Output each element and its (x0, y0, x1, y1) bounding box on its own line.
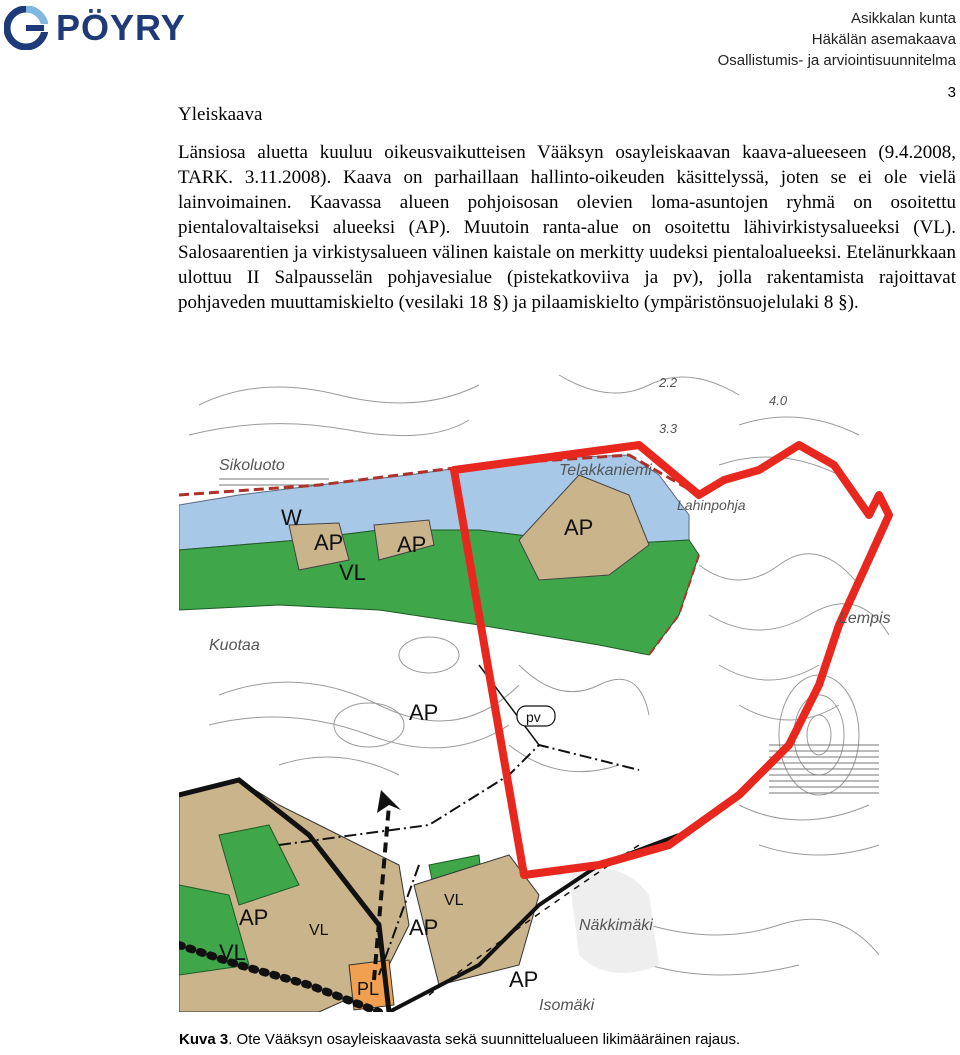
map-label-ap-south: AP (509, 967, 539, 992)
map-label-vl-sw-1: VL (219, 940, 246, 965)
caption-label: Kuva 3 (179, 1031, 229, 1048)
place-name-nakkimaki: Näkkimäki (579, 917, 653, 934)
company-logo (4, 4, 186, 52)
land-use-plan-map (179, 365, 899, 1012)
map-label-vl-sw-2: VL (309, 922, 329, 939)
map-label-ap-sw-2: AP (409, 915, 439, 940)
section-title: Yleiskaava (178, 104, 263, 125)
elevation-label-3-3: 3.3 (659, 421, 678, 436)
place-name-lahinpohja: Lahinpohja (677, 497, 746, 513)
map-label-ap-sw-1: AP (239, 905, 269, 930)
place-name-kuotaa: Kuotaa (209, 637, 260, 654)
poyry-logo-icon (4, 6, 48, 50)
page-number: 3 (947, 84, 956, 101)
map-label-vl-1: VL (339, 560, 366, 585)
header-line-plan: Häkälän asemakaava (811, 31, 956, 48)
place-name-telakkaniemi: Telakkaniemi (559, 462, 652, 479)
map-label-ap-center: AP (409, 700, 439, 725)
elevation-label-2-2: 2.2 (659, 375, 678, 390)
header-line-municipality: Asikkalan kunta (850, 10, 956, 27)
place-name-lempis: Lempis (839, 610, 891, 627)
map-label-ap-1: AP (314, 530, 344, 555)
logo-wordmark: PÖYRY (56, 7, 186, 48)
elevation-label-4-0: 4.0 (769, 393, 788, 408)
map-label-pv: pv (526, 709, 541, 725)
header-line-document: Osallistumis- ja arviointisuunnitelma (717, 52, 956, 69)
place-name-sikoluoto: Sikoluoto (219, 457, 285, 474)
map-label-pl: PL (357, 979, 380, 999)
caption-text: . Ote Vääksyn osayleiskaavasta sekä suunnittelualueen likimääräinen rajaus. (228, 1031, 741, 1048)
map-label-vl-sw-3: VL (444, 892, 464, 909)
place-name-isomaki: Isomäki (539, 997, 595, 1012)
body-paragraph: Länsiosa aluetta kuuluu oikeusvaikutteisen Vääksyn osayleiskaavan kaava-alueeseen (9.4.2008, TARK. 3.11.2008). Kaava on parhaillaan hallinto-oikeuden käsittelyssä, joten se ei ole vielä lainvoimainen. Kaavassa alueen pohjoisosan olevien loma-asuntojen ryhmä on osoitettu pientalovaltaiseksi alueeksi (AP). Muutoin ranta-alue on osoitettu lähivirkistysalueeksi (VL). Salosaarentien ja virkistysalueen välinen kaistale on merkitty uudeksi pientaloalueeksi. Etelänurkkaan ulottuu II Salpausselän pohjavesialue (pistekatkoviiva ja pv), jolla rakentamista rajoittavat pohjaveden muuttamiskielto (vesilaki 18 §) ja pilaamiskielto (ympäristönsuojelulaki 8 §). (178, 142, 956, 313)
document-header (718, 8, 956, 71)
map-label-ap-2: AP (397, 532, 427, 557)
figure-caption (179, 1031, 740, 1048)
map-label-ap-3: AP (564, 515, 594, 540)
map-label-w: W (281, 505, 302, 530)
